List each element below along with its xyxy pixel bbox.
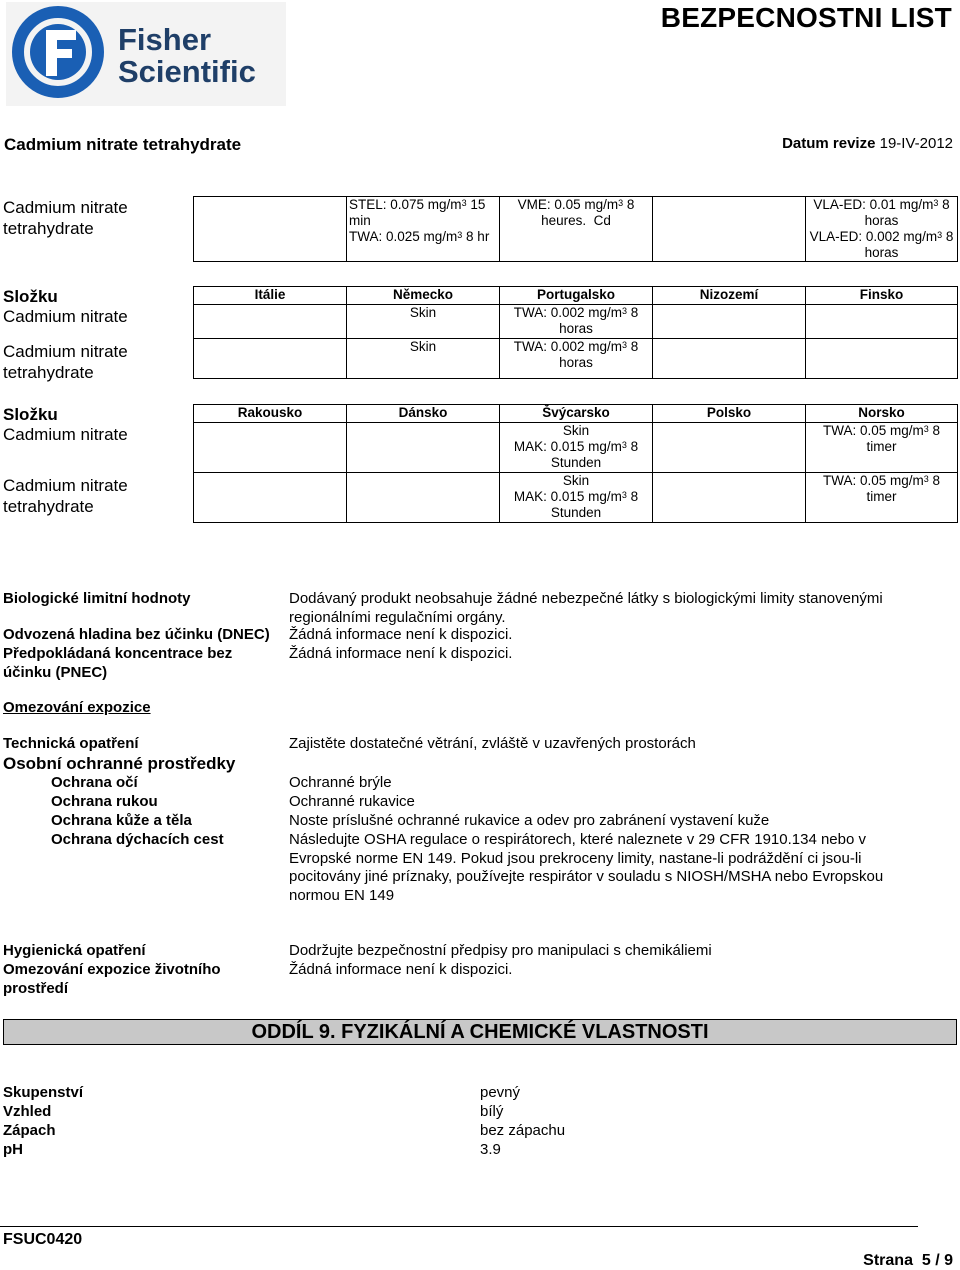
- table-cell: [347, 197, 500, 262]
- revision-label: Datum revize: [782, 135, 876, 152]
- column-header: Portugalsko: [500, 287, 653, 305]
- table-cell: Skin: [347, 339, 500, 379]
- exposure-limits-table-2: [193, 286, 958, 379]
- table-cell: [653, 339, 806, 379]
- pnec-value: Žádná informace není k dispozici.: [289, 645, 513, 662]
- exposure-heading: Omezování expozice: [3, 699, 151, 716]
- table-cell: [500, 197, 653, 262]
- revision-date: [782, 135, 953, 152]
- brand-line2: Scientific: [118, 54, 256, 89]
- brand-line1: Fisher: [118, 22, 212, 57]
- table-header-row: [194, 287, 958, 305]
- column-header: Německo: [347, 287, 500, 305]
- page-value: 5 / 9: [921, 1252, 953, 1269]
- hand-protection-label: Ochrana rukou: [51, 793, 158, 810]
- table-row: [194, 339, 958, 379]
- table-cell: [653, 197, 806, 262]
- fisher-logo-icon: [6, 2, 286, 106]
- column-header: Nizozemí: [653, 287, 806, 305]
- table-cell: [194, 197, 347, 262]
- table-cell: [194, 423, 347, 473]
- property-label-state: Skupenství: [3, 1084, 84, 1101]
- hygiene-label: Hygienická opatření: [3, 942, 146, 959]
- column-header: Polsko: [653, 405, 806, 423]
- table2-component-label: Složku: [3, 287, 58, 306]
- table-cell: [653, 423, 806, 473]
- hand-protection-value: Ochranné rukavice: [289, 793, 415, 810]
- table-row: [194, 197, 958, 262]
- eye-protection-value: Ochranné brýle: [289, 774, 392, 791]
- table-row: [194, 473, 958, 523]
- tech-measures-label: Technická opatření: [3, 735, 139, 752]
- table-cell: TWA: 0.002 $mg/m^3$ 8 horas: [500, 305, 653, 339]
- table-cell: [347, 473, 500, 523]
- table-cell: TWA: 0.002 $mg/m^3$ 8 horas: [500, 339, 653, 379]
- hygiene-value: Dodržujte bezpečnostní předpisy pro manipulaci s chemikáliemi: [289, 942, 712, 959]
- skin-protection-label: Ochrana kůže a těla: [51, 812, 192, 829]
- table-cell: [653, 473, 806, 523]
- column-header: Dánsko: [347, 405, 500, 423]
- footer-code: FSUC0420: [3, 1231, 83, 1248]
- skin-protection-value: Noste príslušné ochranné rukavice a odev pro zabránení vystavení kuže: [289, 812, 770, 829]
- table-cell-text: VLA-ED: 0.002 $mg/m^3$ 8 horas: [809, 229, 954, 260]
- property-label-appearance: Vzhled: [3, 1103, 52, 1120]
- eye-protection-label: Ochrana očí: [51, 774, 138, 791]
- revision-value: 19-IV-2012: [879, 135, 953, 152]
- table2-row2-label: Cadmium nitrate tetrahydrate: [3, 342, 128, 382]
- exposure-limits-table-1: [193, 196, 958, 262]
- table-cell-text: STEL: 0.075 $mg/m^3$ 15 min: [349, 197, 486, 228]
- table-row: [194, 423, 958, 473]
- bio-limits-value: Dodávaný produkt neobsahuje žádné nebezpečné látky s biologickými limity stanovenými regionálními regulačními orgány.: [289, 590, 883, 626]
- table3-component-label: Složku: [3, 405, 58, 424]
- table-cell: [194, 473, 347, 523]
- tech-measures-value: Zajistěte dostatečné větrání, zvláště v uzavřených prostorách: [289, 735, 696, 752]
- table-cell-text: VLA-ED: 0.01 $mg/m^3$ 8 horas: [813, 197, 950, 228]
- table-cell: [347, 423, 500, 473]
- fisher-scientific-logo: [6, 2, 286, 106]
- dnec-value: Žádná informace není k dispozici.: [289, 626, 513, 643]
- table-cell: [806, 339, 958, 379]
- table-cell-text: TWA: 0.025 $mg/m^3$ 8 hr: [349, 229, 490, 244]
- property-value-ph: 3.9: [480, 1141, 501, 1158]
- page-number: [863, 1252, 953, 1270]
- bio-limits-label: Biologické limitní hodnoty: [3, 590, 191, 607]
- table-cell: [806, 305, 958, 339]
- column-header: Rakousko: [194, 405, 347, 423]
- table-row: [194, 305, 958, 339]
- pnec-label: Předpokládaná koncentrace bez účinku (PNEC): [3, 645, 233, 681]
- property-value-state: pevný: [480, 1084, 521, 1101]
- table-cell: [194, 305, 347, 339]
- property-value-appearance: bílý: [480, 1103, 504, 1120]
- property-label-odor: Zápach: [3, 1122, 56, 1139]
- dnec-label: Odvozená hladina bez účinku (DNEC): [3, 626, 270, 643]
- env-exposure-value: Žádná informace není k dispozici.: [289, 961, 513, 978]
- table2-row1-label: Cadmium nitrate: [3, 307, 128, 326]
- column-header: Finsko: [806, 287, 958, 305]
- respiratory-protection-value: Následujte OSHA regulace o respirátorech, které naleznete v 29 CFR 1910.134 nebo v Evropské norme EN 149. Pokud jsou prekroceny limity, nastane-li podráždění ci jsou-li pocitovány jiné príznaky, používejte respirátor v souladu s NIOSH/MSHA nebo Evropskou normou EN 149: [289, 831, 884, 904]
- table-cell: TWA: 0.05 $mg/m^3$ 8 timer: [806, 473, 958, 523]
- column-header: Norsko: [806, 405, 958, 423]
- table1-row-label: Cadmium nitrate tetrahydrate: [3, 198, 128, 238]
- ppe-heading: Osobní ochranné prostředky: [3, 754, 236, 773]
- table-cell: [653, 305, 806, 339]
- property-value-odor: bez zápachu: [480, 1122, 566, 1139]
- env-exposure-label: Omezování expozice životního prostředí: [3, 961, 221, 997]
- table-cell: Skin: [347, 305, 500, 339]
- section-9-title: ODDÍL 9. FYZIKÁLNÍ A CHEMICKÉ VLASTNOSTI: [3, 1019, 957, 1045]
- property-label-ph: pH: [3, 1141, 23, 1158]
- table-cell: TWA: 0.05 $mg/m^3$ 8 timer: [806, 423, 958, 473]
- exposure-limits-table-3: [193, 404, 958, 523]
- page-label: Strana: [863, 1252, 913, 1269]
- table-cell: Skin MAK: 0.015 $mg/m^3$ 8 Stunden: [500, 473, 653, 523]
- table3-row1-label: Cadmium nitrate: [3, 425, 128, 444]
- table-cell: [806, 197, 958, 262]
- column-header: Švýcarsko: [500, 405, 653, 423]
- table3-row2-label: Cadmium nitrate tetrahydrate: [3, 476, 128, 516]
- document-title: BEZPECNOSTNI LIST: [660, 2, 952, 33]
- table-cell: [194, 339, 347, 379]
- table-cell-text: VME: 0.05 $mg/m^3$ 8 heures. Cd: [517, 197, 635, 228]
- table-header-row: [194, 405, 958, 423]
- footer-divider: [0, 1226, 918, 1227]
- product-name: Cadmium nitrate tetrahydrate: [4, 135, 242, 154]
- column-header: Itálie: [194, 287, 347, 305]
- table-cell: Skin MAK: 0.015 $mg/m^3$ 8 Stunden: [500, 423, 653, 473]
- respiratory-protection-label: Ochrana dýchacích cest: [51, 831, 224, 848]
